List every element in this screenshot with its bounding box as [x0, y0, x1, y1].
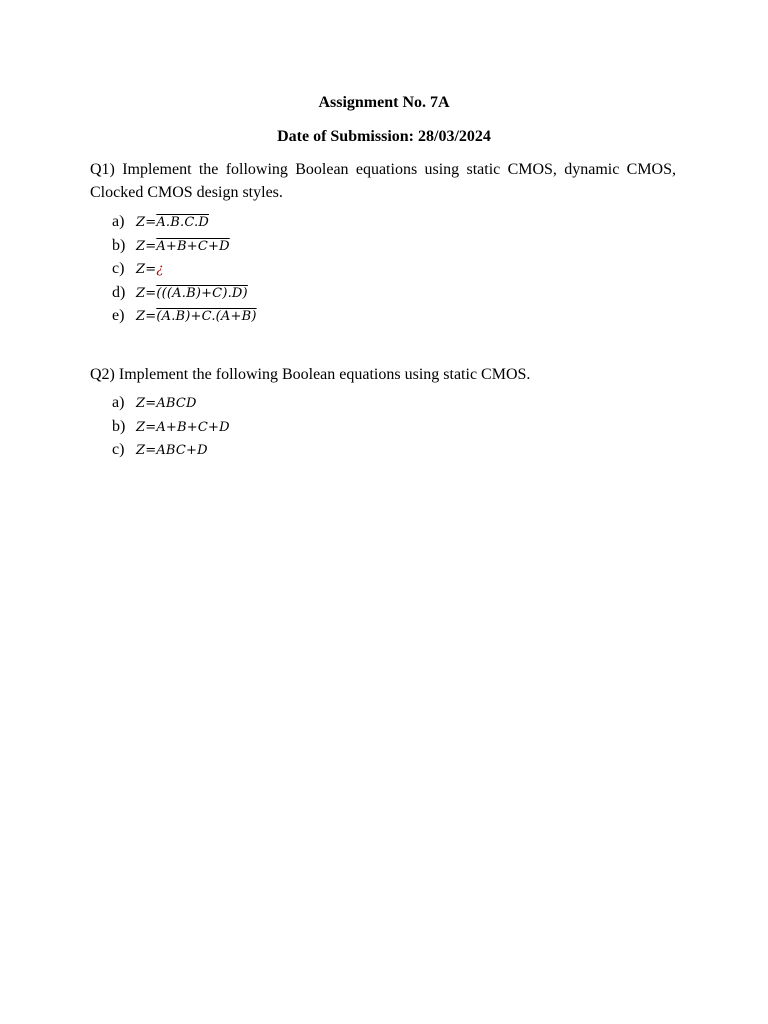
equation-lhs: Z=	[136, 285, 157, 301]
equation-expression: A+B+C+D	[156, 419, 230, 435]
equation-expression: (A.B)+C.(A+B)	[156, 309, 257, 324]
equation	[136, 239, 230, 254]
equation-expression: A.B.C.D	[156, 215, 209, 230]
question-2-text: Q2) Implement the following Boolean equations using static CMOS.	[90, 366, 531, 383]
equation-lhs: Z=	[136, 309, 157, 324]
equation-lhs: Z=	[136, 215, 157, 230]
equation	[136, 420, 230, 435]
equation-item	[112, 284, 257, 308]
equation	[136, 396, 197, 411]
list-marker: e)	[112, 307, 125, 324]
question-1-equation-list	[112, 213, 257, 331]
equation-expression: ¿	[156, 262, 164, 277]
question-1-text: Q1) Implement the following Boolean equations using static CMOS, dynamic CMOS, Clocked CMOS design styles.	[90, 161, 676, 201]
equation-item	[112, 260, 257, 284]
question-2-equation-list	[112, 394, 230, 465]
equation-expression: ABCD	[156, 396, 197, 411]
equation	[136, 286, 248, 301]
list-marker: b)	[112, 236, 126, 254]
equation-lhs: Z=	[136, 238, 157, 254]
equation-expression: (((A.B)+C).D)	[156, 285, 248, 301]
equation-item	[112, 213, 257, 237]
list-marker: a)	[112, 394, 125, 411]
list-marker: a)	[112, 213, 125, 230]
equation-item	[112, 307, 257, 331]
list-marker: c)	[112, 441, 125, 458]
equation-item	[112, 418, 230, 442]
equation-expression: ABC+D	[156, 443, 208, 458]
equation	[136, 443, 208, 458]
equation	[136, 262, 164, 277]
list-marker: d)	[112, 283, 126, 301]
equation	[136, 309, 257, 324]
equation-expression: A+B+C+D	[156, 238, 230, 254]
equation-item	[112, 441, 230, 465]
submission-date: Date of Submission: 28/03/2024	[277, 128, 491, 145]
equation-lhs: Z=	[136, 443, 157, 458]
list-marker: b)	[112, 417, 126, 435]
assignment-title: Assignment No. 7A	[318, 94, 450, 111]
equation	[136, 215, 209, 230]
equation-lhs: Z=	[136, 262, 157, 277]
list-marker: c)	[112, 260, 125, 277]
equation-item	[112, 237, 257, 261]
equation-lhs: Z=	[136, 396, 157, 411]
equation-lhs: Z=	[136, 419, 157, 435]
equation-item	[112, 394, 230, 418]
